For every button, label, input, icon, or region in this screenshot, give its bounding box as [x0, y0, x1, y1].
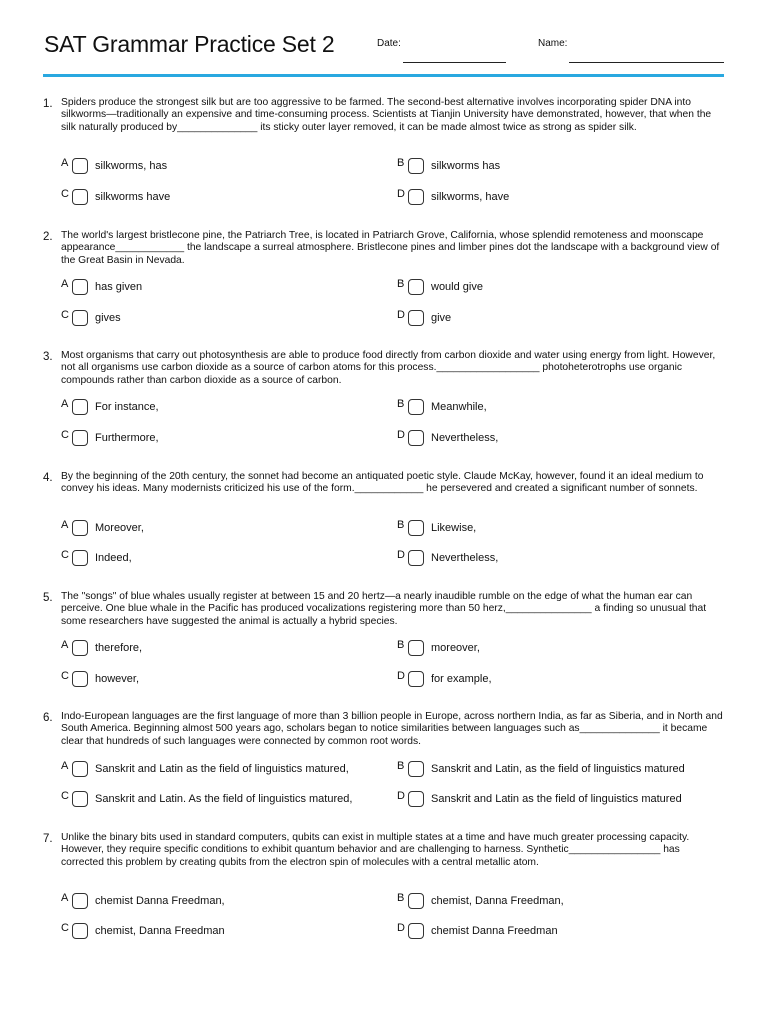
date-field[interactable]: [403, 62, 506, 63]
option-label: chemist Danna Freedman: [431, 925, 558, 937]
option-label: chemist, Danna Freedman: [95, 925, 225, 937]
option-letter: D: [397, 670, 405, 682]
option-letter: A: [61, 639, 69, 651]
option-label: Sanskrit and Latin, as the field of linguistics matured: [431, 763, 685, 775]
option-checkbox[interactable]: [72, 158, 88, 174]
option-label: for example,: [431, 673, 492, 685]
option-label: chemist Danna Freedman,: [95, 895, 225, 907]
option-letter: B: [397, 157, 405, 169]
option-checkbox[interactable]: [408, 430, 424, 446]
option-label: Nevertheless,: [431, 432, 499, 444]
option-checkbox[interactable]: [72, 550, 88, 566]
question-text: Indo-European languages are the first language of more than 3 billion people in Europe, across northern India, as far as Siberia, and in North and South America. Beginning almost 500 years ago, scholars began to notice similarities between languages such as______________ it became clear that hundreds of such languages were connected by common root words.: [61, 711, 723, 747]
option-checkbox[interactable]: [72, 399, 88, 415]
option-letter: B: [397, 398, 405, 410]
option-letter: A: [61, 519, 69, 531]
option-label: Nevertheless,: [431, 552, 499, 564]
option-checkbox[interactable]: [408, 923, 424, 939]
option-letter: A: [61, 398, 69, 410]
option-checkbox[interactable]: [408, 550, 424, 566]
option-letter: B: [397, 519, 405, 531]
option-checkbox[interactable]: [408, 310, 424, 326]
option-checkbox[interactable]: [72, 791, 88, 807]
option-label: would give: [431, 281, 483, 293]
option-label: Meanwhile,: [431, 401, 487, 413]
option-checkbox[interactable]: [72, 640, 88, 656]
option-letter: D: [397, 429, 405, 441]
option-label: however,: [95, 673, 140, 685]
option-checkbox[interactable]: [408, 399, 424, 415]
option-label: silkworms has: [431, 160, 501, 172]
date-label: Date:: [377, 38, 401, 49]
option-checkbox[interactable]: [408, 640, 424, 656]
option-letter: D: [397, 790, 405, 802]
option-label: Moreover,: [95, 522, 144, 534]
option-label: Sanskrit and Latin as the field of linguistics matured: [431, 793, 682, 805]
option-letter: D: [397, 309, 405, 321]
option-checkbox[interactable]: [72, 923, 88, 939]
option-label: Furthermore,: [95, 432, 159, 444]
question-text: Most organisms that carry out photosynthesis are able to produce food directly from carbon dioxide and water using energy from light. However, not all organisms use carbon dioxide as a source of carbon atoms for this process.__________________ photoheterotrophs use organic compounds rather than carbon dioxide as a source of carbon.: [61, 350, 716, 386]
option-letter: B: [397, 639, 405, 651]
option-letter: C: [61, 922, 69, 934]
option-letter: D: [397, 188, 405, 200]
option-letter: B: [397, 760, 405, 772]
question-number: 7.: [43, 833, 53, 845]
option-checkbox[interactable]: [408, 671, 424, 687]
option-checkbox[interactable]: [408, 893, 424, 909]
question-text: By the beginning of the 20th century, the sonnet had become an antiquated poetic style. Claude McKay, however, found it an ideal medium to convey his ideas. Many modernists criticized his use of the form.____________ he persevered and created a significant number of sonnets.: [61, 471, 704, 495]
option-label: For instance,: [95, 401, 159, 413]
option-letter: A: [61, 892, 69, 904]
option-letter: B: [397, 892, 405, 904]
option-label: Sanskrit and Latin. As the field of linguistics matured,: [95, 793, 353, 805]
question-text: The world's largest bristlecone pine, the Patriarch Tree, is located in Patriarch Grove, California, whose splendid remoteness and moonscape appearance____________ the landscape a surreal atmosphere. Bristlecone pines and limber pines dot the landscape with a background view of the Great Basin in Nevada.: [61, 230, 720, 266]
question-number: 6.: [43, 712, 53, 724]
option-letter: A: [61, 157, 69, 169]
question-text: Spiders produce the strongest silk but are too aggressive to be farmed. The second-best alternative involves incorporating spider DNA into silkworms—traditionally an expensive and time-consuming process. Scientists at Tianjin University have demonstrated, however, that when the silk naturally produced by______________ its sticky outer layer removed, it can be made almost twice as strong as spider silk.: [61, 97, 712, 133]
option-letter: D: [397, 922, 405, 934]
option-checkbox[interactable]: [408, 791, 424, 807]
question-number: 5.: [43, 592, 53, 604]
option-letter: B: [397, 278, 405, 290]
option-letter: C: [61, 429, 69, 441]
option-letter: A: [61, 278, 69, 290]
option-label: silkworms, has: [95, 160, 168, 172]
name-label: Name:: [538, 38, 568, 49]
option-checkbox[interactable]: [408, 520, 424, 536]
option-label: silkworms have: [95, 191, 171, 203]
option-checkbox[interactable]: [72, 893, 88, 909]
question-number: 1.: [43, 98, 53, 110]
option-checkbox[interactable]: [408, 279, 424, 295]
option-label: has given: [95, 281, 143, 293]
option-label: Indeed,: [95, 552, 132, 564]
option-checkbox[interactable]: [72, 671, 88, 687]
option-label: Likewise,: [431, 522, 477, 534]
option-label: silkworms, have: [431, 191, 510, 203]
option-checkbox[interactable]: [408, 158, 424, 174]
option-letter: C: [61, 670, 69, 682]
option-checkbox[interactable]: [408, 189, 424, 205]
option-checkbox[interactable]: [72, 189, 88, 205]
option-label: therefore,: [95, 642, 143, 654]
option-letter: A: [61, 760, 69, 772]
page-title: SAT Grammar Practice Set 2: [44, 31, 335, 57]
name-field[interactable]: [569, 62, 724, 63]
option-label: moreover,: [431, 642, 480, 654]
option-letter: C: [61, 549, 69, 561]
option-label: chemist, Danna Freedman,: [431, 895, 564, 907]
question-text: The "songs" of blue whales usually register at between 15 and 20 hertz—a nearly inaudible rumble on the edge of what the human ear can perceive. One blue whale in the Pacific has produced vocalizations registering more than 50 herz,_______________ a finding so unusual that some researchers have suggested the animal is actually a hybrid species.: [61, 591, 707, 627]
question-number: 2.: [43, 231, 53, 243]
option-label: gives: [95, 312, 121, 324]
option-label: Sanskrit and Latin as the field of linguistics matured,: [95, 763, 349, 775]
header-divider: [43, 74, 724, 77]
question-number: 4.: [43, 472, 53, 484]
option-checkbox[interactable]: [72, 761, 88, 777]
option-letter: C: [61, 188, 69, 200]
option-letter: C: [61, 790, 69, 802]
option-checkbox[interactable]: [72, 430, 88, 446]
option-checkbox[interactable]: [72, 279, 88, 295]
question-text: Unlike the binary bits used in standard computers, qubits can exist in multiple states at a time and have much greater processing capacity. However, they require specific conditions to exhibit quantum behavior and are challenging to harness. Synthetic________________ has corrected this problem by creating qubits from the electron spin of molecules with a central metallic atom.: [61, 832, 690, 868]
option-label: give: [431, 312, 452, 324]
option-letter: D: [397, 549, 405, 561]
question-number: 3.: [43, 351, 53, 363]
option-checkbox[interactable]: [72, 520, 88, 536]
option-checkbox[interactable]: [72, 310, 88, 326]
option-checkbox[interactable]: [408, 761, 424, 777]
option-letter: C: [61, 309, 69, 321]
